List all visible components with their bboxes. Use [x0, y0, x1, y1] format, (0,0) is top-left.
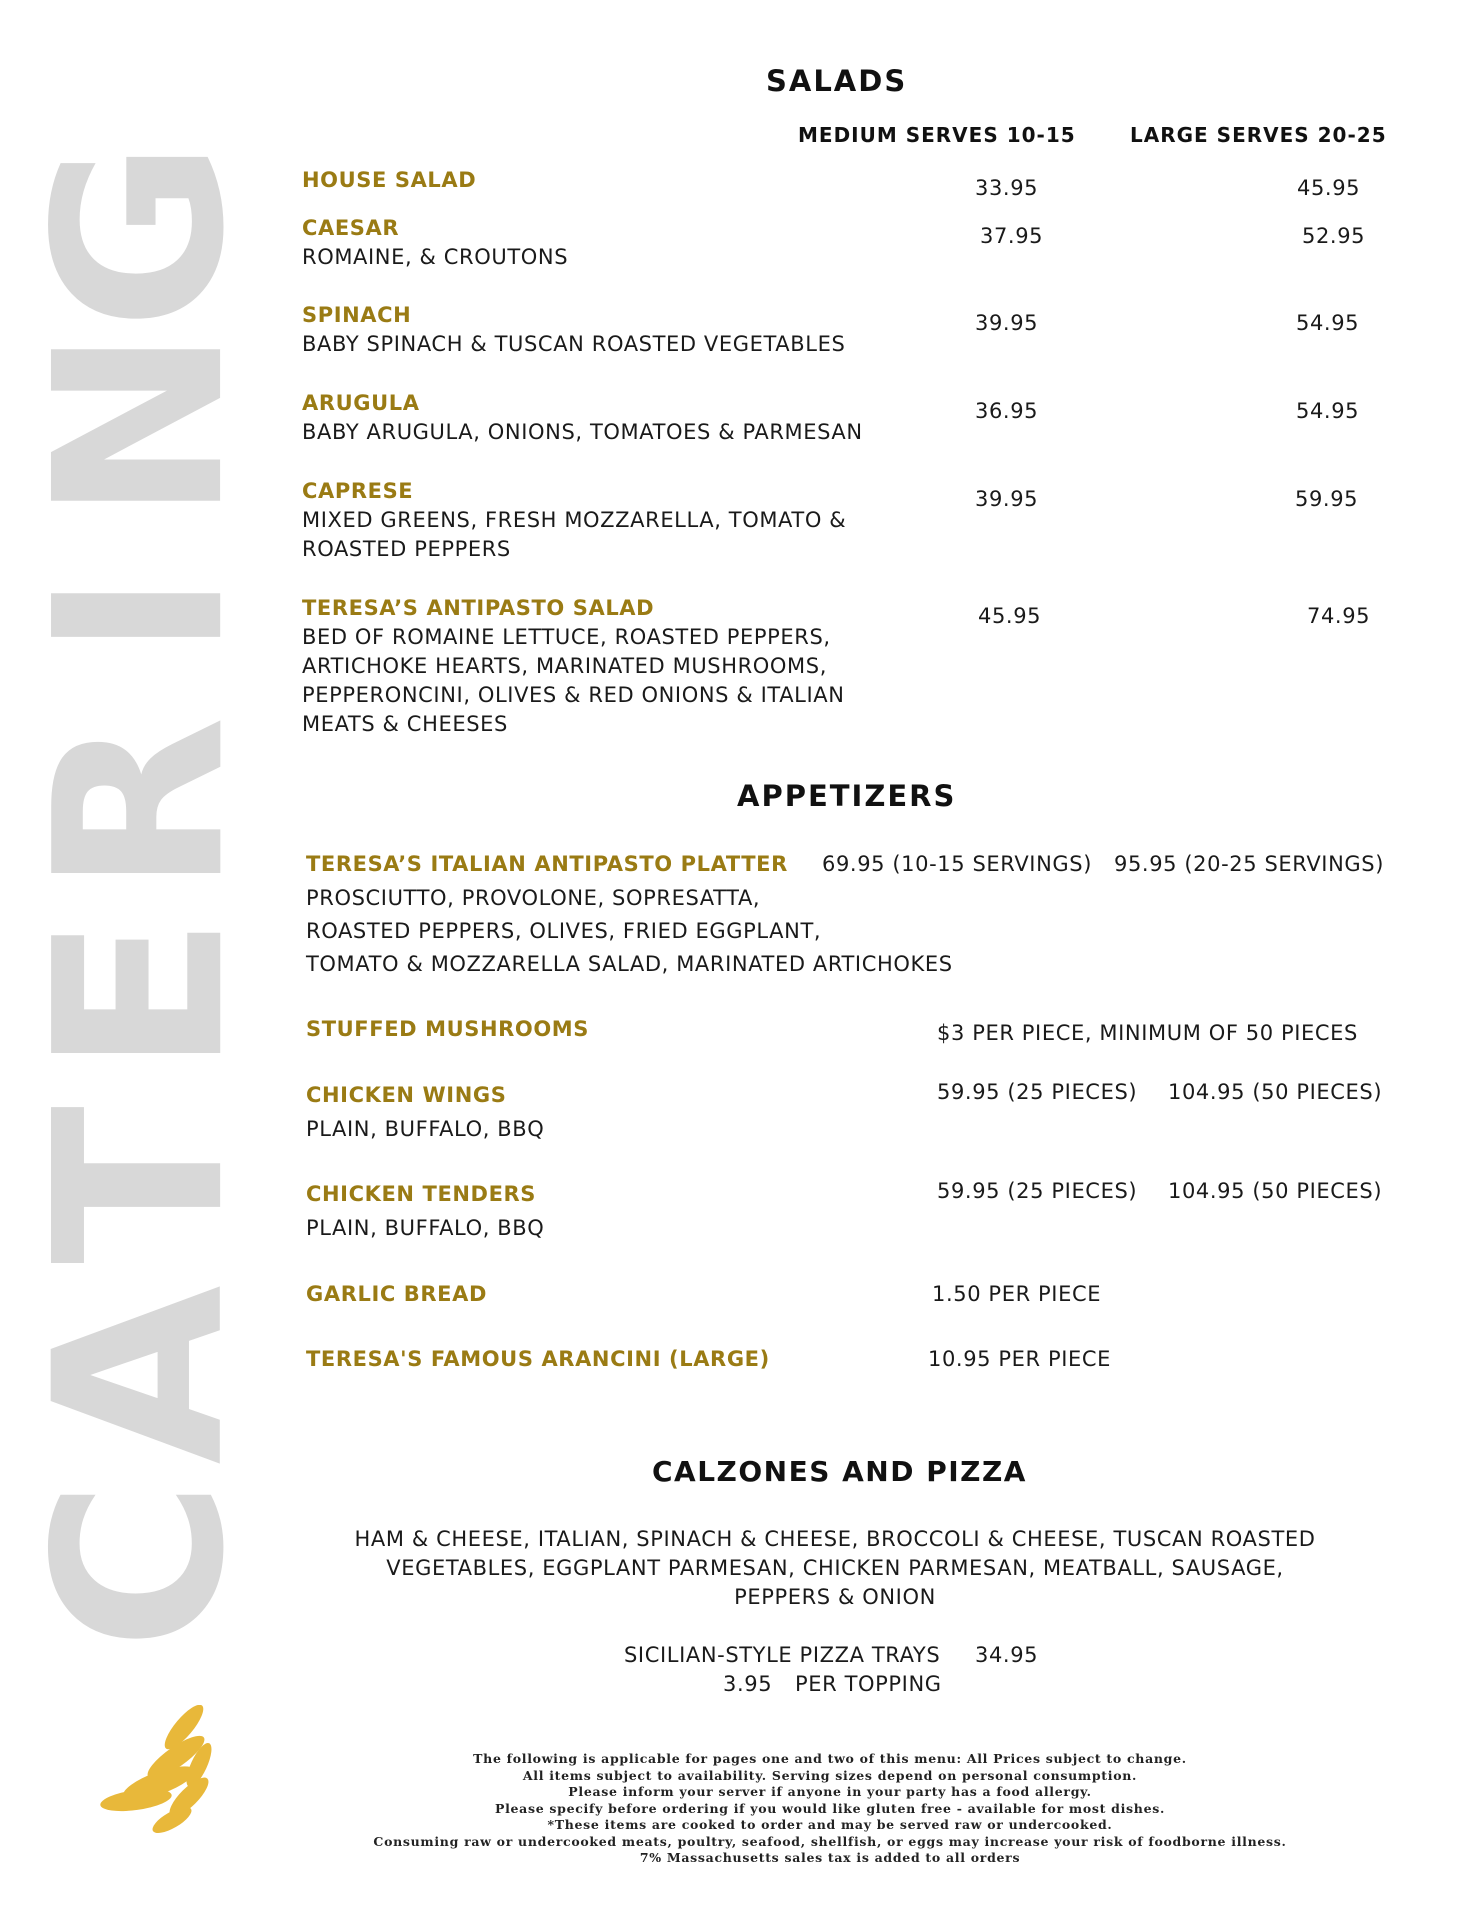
calzones-line: PEPPERS & ONION: [734, 1585, 936, 1609]
side-letter: R: [5, 715, 275, 895]
salad-item-description: MIXED GREENS, FRESH MOZZARELLA, TOMATO &: [302, 508, 847, 532]
salad-item-name: ARUGULA: [302, 391, 420, 415]
salad-large-price: 54.95: [1296, 311, 1360, 335]
appetizer-price-large: 104.95 (50 PIECES): [1168, 1080, 1383, 1104]
appetizer-item-description: ROASTED PEPPERS, OLIVES, FRIED EGGPLANT,: [306, 919, 822, 943]
calzones-line: HAM & CHEESE, ITALIAN, SPINACH & CHEESE, BROCCOLI & CHEESE, TUSCAN ROASTED: [354, 1527, 1316, 1551]
salad-medium-price: 33.95: [975, 176, 1039, 200]
salad-large-price: 54.95: [1296, 399, 1360, 423]
appetizer-price: 10.95 PER PIECE: [928, 1347, 1112, 1371]
wheat-logo-icon: [64, 1705, 224, 1845]
appetizer-item-name: TERESA'S FAMOUS ARANCINI (LARGE): [306, 1347, 770, 1371]
side-letter: C: [4, 1479, 275, 1651]
footer-line: *These items are cooked to order and may be served raw or undercooked.: [547, 1817, 1113, 1832]
pizza-tray-price: 34.95: [975, 1643, 1039, 1667]
appetizer-item-name: CHICKEN TENDERS: [306, 1182, 537, 1206]
appetizer-item-name: STUFFED MUSHROOMS: [306, 1017, 590, 1041]
appetizer-item-name: TERESA’S ITALIAN ANTIPASTO PLATTER: [306, 852, 788, 876]
salad-large-price: 52.95: [1302, 224, 1366, 248]
salad-item-description: PEPPERONCINI, OLIVES & RED ONIONS & ITALIAN: [302, 683, 845, 707]
footer-line: Please specify before ordering if you would like gluten free - available for most dishes.: [494, 1800, 1166, 1816]
salad-large-price: 74.95: [1307, 604, 1371, 628]
pizza-tray-label: SICILIAN-STYLE PIZZA TRAYS: [624, 1643, 941, 1667]
large-column-header: LARGE SERVES 20-25: [1130, 123, 1387, 147]
salad-item-description: ROASTED PEPPERS: [302, 537, 511, 561]
appetizer-price-large: 104.95 (50 PIECES): [1168, 1179, 1383, 1203]
salad-item-description: BABY ARUGULA, ONIONS, TOMATOES & PARMESAN: [302, 420, 863, 444]
salad-item-description: MEATS & CHEESES: [302, 712, 508, 736]
appetizer-item-description: PLAIN, BUFFALO, BBQ: [306, 1216, 545, 1240]
salad-medium-price: 39.95: [975, 487, 1039, 511]
salad-item-description: BABY SPINACH & TUSCAN ROASTED VEGETABLES: [302, 332, 846, 356]
topping-label: PER TOPPING: [795, 1672, 942, 1696]
appetizer-price: 59.95 (25 PIECES): [937, 1080, 1138, 1104]
topping-price: 3.95: [723, 1672, 773, 1696]
footer-line: Please inform your server if anyone in your party has a food allergy.: [568, 1784, 1092, 1799]
appetizer-price: 69.95 (10-15 SERVINGS): [822, 852, 1092, 876]
footer-line: 7% Massachusetts sales tax is added to all orders: [639, 1850, 1021, 1865]
salad-medium-price: 45.95: [978, 604, 1042, 628]
salad-item-name: TERESA’S ANTIPASTO SALAD: [302, 596, 655, 620]
catering-side-word: [4, 139, 275, 1660]
footer-line: All items subject to availability. Serving sizes depend on personal consumption.: [522, 1767, 1138, 1783]
footer-line: The following is applicable for pages one and two of this menu: All Prices subject to change.: [473, 1751, 1187, 1766]
side-letter: N: [4, 327, 275, 523]
side-letter: I: [4, 571, 275, 659]
appetizer-item-name: GARLIC BREAD: [306, 1282, 487, 1306]
salad-item-name: CAESAR: [302, 216, 400, 240]
appetizer-item-description: TOMATO & MOZZARELLA SALAD, MARINATED ARTICHOKES: [306, 952, 953, 976]
salad-item-name: SPINACH: [302, 303, 412, 327]
salad-large-price: 59.95: [1295, 487, 1359, 511]
salads-heading: SALADS: [766, 64, 908, 98]
salad-item-description: ARTICHOKE HEARTS, MARINATED MUSHROOMS,: [302, 654, 827, 678]
calzones-line: VEGETABLES, EGGPLANT PARMESAN, CHICKEN PARMESAN, MEATBALL, SAUSAGE,: [386, 1556, 1284, 1580]
salad-large-price: 45.95: [1297, 176, 1361, 200]
appetizer-price: 1.50 PER PIECE: [932, 1282, 1102, 1306]
side-letter: E: [4, 915, 275, 1075]
appetizer-price: 59.95 (25 PIECES): [937, 1179, 1138, 1203]
appetizers-heading: APPETIZERS: [737, 779, 957, 813]
salad-medium-price: 36.95: [975, 399, 1039, 423]
salad-medium-price: 37.95: [980, 224, 1044, 248]
side-letter: T: [4, 1105, 275, 1265]
side-letter: G: [5, 139, 275, 331]
appetizer-item-description: PROSCIUTTO, PROVOLONE, SOPRESATTA,: [306, 886, 761, 910]
side-letter: A: [5, 1285, 275, 1465]
salad-item-description: BED OF ROMAINE LETTUCE, ROASTED PEPPERS,: [302, 625, 831, 649]
salad-item-name: CAPRESE: [302, 479, 414, 503]
salad-item-name: HOUSE SALAD: [302, 168, 477, 192]
calzones-heading: CALZONES AND PIZZA: [652, 1455, 1027, 1488]
footer-line: Consuming raw or undercooked meats, poultry, seafood, shellfish, or eggs may increase your risk of foodborne illness.: [373, 1833, 1287, 1849]
salad-medium-price: 39.95: [975, 311, 1039, 335]
footer-disclaimer: [330, 1751, 1330, 1867]
appetizer-item-description: PLAIN, BUFFALO, BBQ: [306, 1117, 545, 1141]
appetizer-price-large: 95.95 (20-25 SERVINGS): [1114, 852, 1384, 876]
appetizer-price: $3 PER PIECE, MINIMUM OF 50 PIECES: [937, 1021, 1358, 1045]
appetizer-item-name: CHICKEN WINGS: [306, 1083, 507, 1107]
medium-column-header: MEDIUM SERVES 10-15: [798, 123, 1076, 147]
salad-item-description: ROMAINE, & CROUTONS: [302, 245, 569, 269]
